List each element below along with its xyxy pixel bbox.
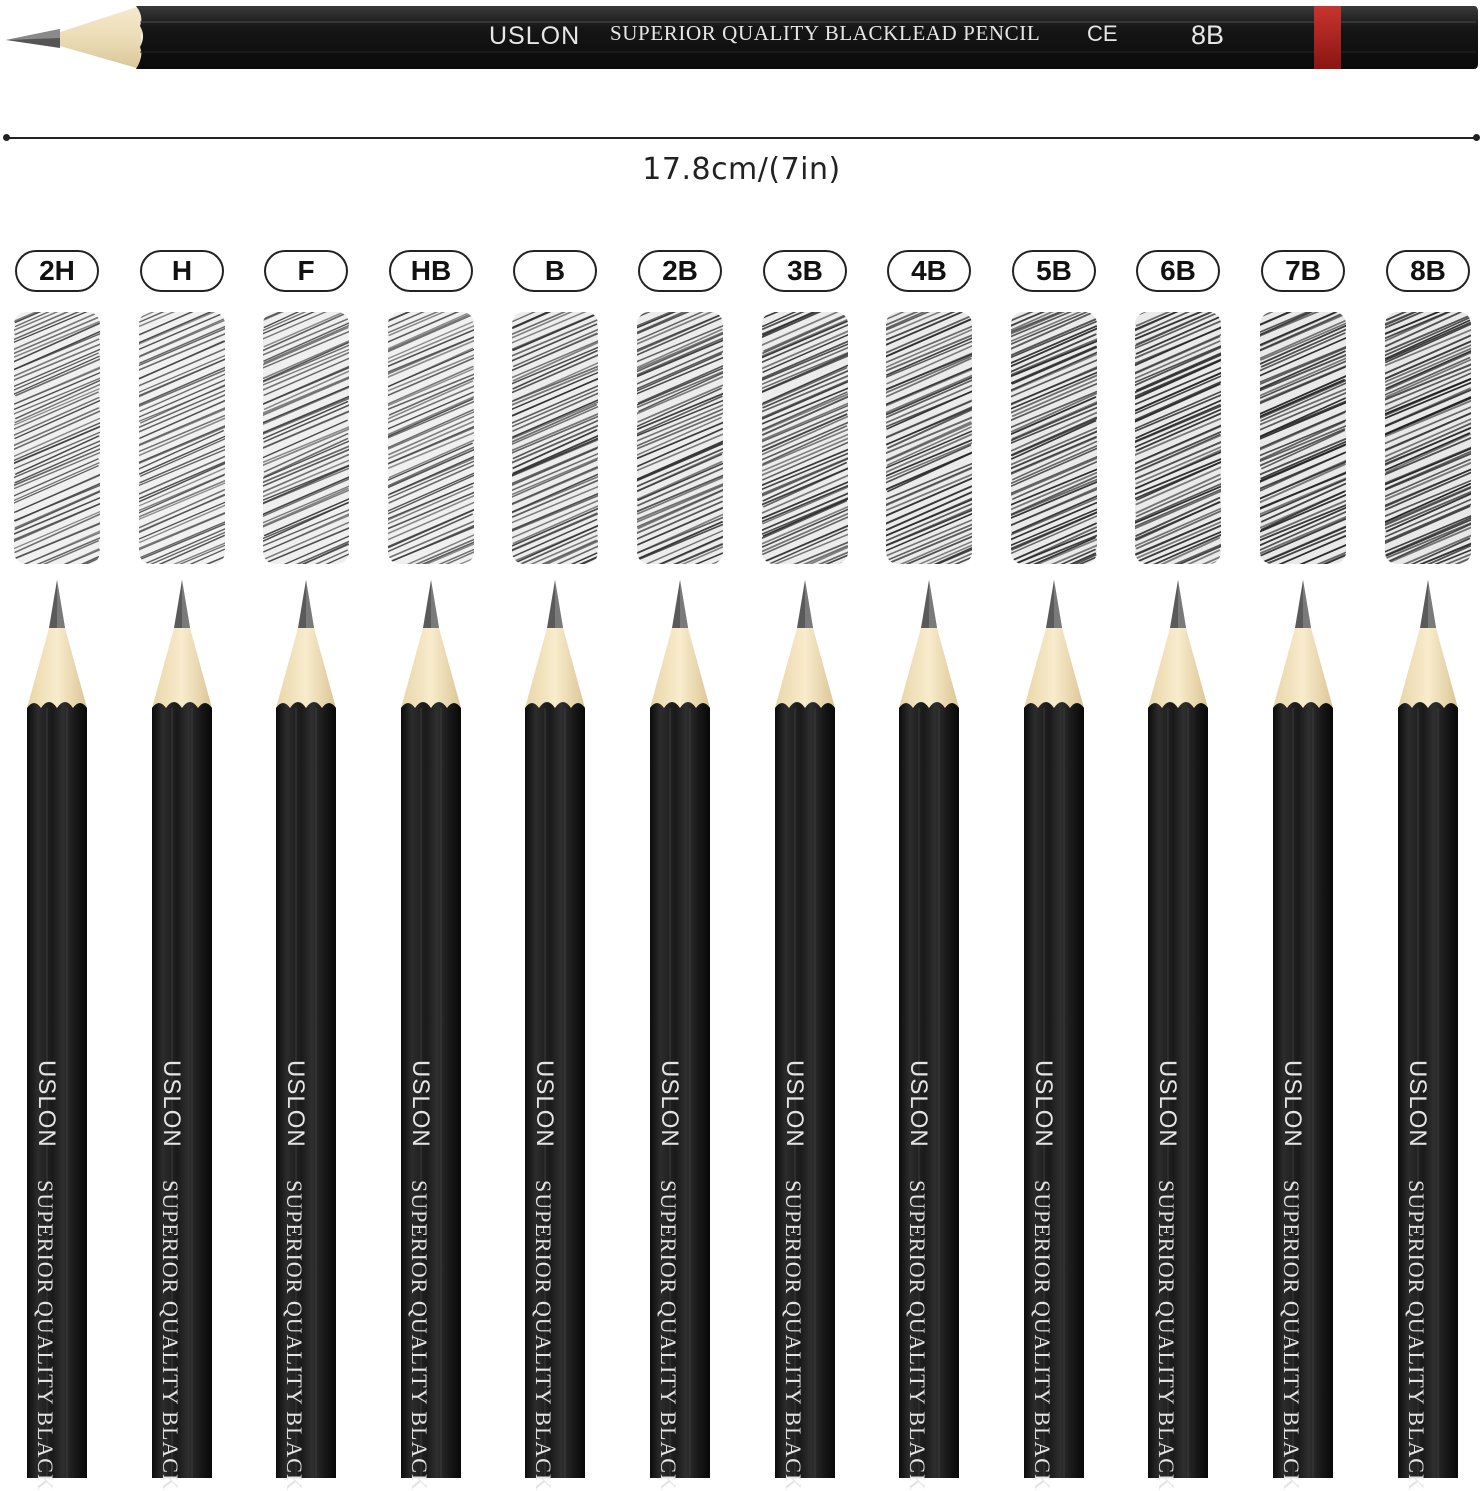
- top-pencil-brand: USLON: [489, 22, 580, 51]
- grade-label: 2H: [15, 250, 99, 292]
- pencil-slogan: SUPERIOR QUALITY BLACK: [281, 1180, 307, 1491]
- hatch-swatch: [1135, 312, 1221, 564]
- top-pencil: [0, 0, 1483, 80]
- pencil-slogan: SUPERIOR QUALITY BLACK: [1029, 1180, 1055, 1491]
- hatch-swatch: [1385, 312, 1471, 564]
- hatch-swatch: [388, 312, 474, 564]
- pencil-slogan: SUPERIOR QUALITY BLACK: [1153, 1180, 1179, 1491]
- dimension-end-left: [3, 134, 10, 141]
- grade-column-5b: [1010, 250, 1098, 1478]
- grade-column-7b: [1259, 250, 1347, 1478]
- pencil-brand: USLON: [32, 1060, 60, 1148]
- pencil-brand: USLON: [1403, 1060, 1431, 1148]
- length-dimension: [0, 128, 1483, 198]
- hatch-swatch: [1011, 312, 1097, 564]
- hatch-swatch: [1260, 312, 1346, 564]
- pencil-slogan: SUPERIOR QUALITY BLACK: [530, 1180, 556, 1491]
- pencil-brand: USLON: [406, 1060, 434, 1148]
- grade-column-b: [511, 250, 599, 1478]
- grade-label: 5B: [1012, 250, 1096, 292]
- grade-columns: [0, 250, 1483, 1478]
- grade-column-h: [138, 250, 226, 1478]
- pencil-brand: USLON: [904, 1060, 932, 1148]
- grade-label: 8B: [1386, 250, 1470, 292]
- grade-label: 2B: [638, 250, 722, 292]
- grade-label: F: [264, 250, 348, 292]
- grade-label: 3B: [763, 250, 847, 292]
- grade-label: 7B: [1261, 250, 1345, 292]
- pencil-brand: USLON: [655, 1060, 683, 1148]
- top-pencil-slogan: SUPERIOR QUALITY BLACKLEAD PENCIL: [610, 21, 1040, 46]
- hatch-swatch: [886, 312, 972, 564]
- dimension-line: [7, 137, 1476, 139]
- grade-column-hb: [387, 250, 475, 1478]
- pencil-brand: USLON: [530, 1060, 558, 1148]
- pencil-brand: USLON: [1278, 1060, 1306, 1148]
- grade-label: B: [513, 250, 597, 292]
- dimension-end-right: [1473, 134, 1480, 141]
- hatch-swatch: [512, 312, 598, 564]
- pencil-brand: USLON: [157, 1060, 185, 1148]
- hatch-swatch: [14, 312, 100, 564]
- top-pencil-band: [1314, 6, 1341, 69]
- pencil-brand: USLON: [1153, 1060, 1181, 1148]
- grade-label: HB: [389, 250, 473, 292]
- hatch-swatch: [637, 312, 723, 564]
- pencil-brand: USLON: [1029, 1060, 1057, 1148]
- pencil-slogan: SUPERIOR QUALITY BLACK: [406, 1180, 432, 1491]
- grade-column-4b: [885, 250, 973, 1478]
- grade-column-f: [262, 250, 350, 1478]
- pencil-slogan: SUPERIOR QUALITY BLACK: [1278, 1180, 1304, 1491]
- pencil-slogan: SUPERIOR QUALITY BLACK: [157, 1180, 183, 1491]
- pencil-slogan: SUPERIOR QUALITY BLACK: [1403, 1180, 1429, 1491]
- top-pencil-wood: [60, 6, 142, 69]
- grade-label: 6B: [1136, 250, 1220, 292]
- pencil-slogan: SUPERIOR QUALITY BLACK: [32, 1180, 58, 1491]
- pencil-slogan: SUPERIOR QUALITY BLACK: [655, 1180, 681, 1491]
- dimension-label: 17.8cm/(7in): [0, 152, 1483, 187]
- hatch-swatch: [762, 312, 848, 564]
- grade-column-2b: [636, 250, 724, 1478]
- pencil-brand: USLON: [281, 1060, 309, 1148]
- hatch-swatch: [139, 312, 225, 564]
- grade-label: H: [140, 250, 224, 292]
- grade-label: 4B: [887, 250, 971, 292]
- grade-column-2h: [13, 250, 101, 1478]
- top-pencil-grade: 8B: [1191, 20, 1224, 51]
- grade-column-6b: [1134, 250, 1222, 1478]
- pencil-slogan: SUPERIOR QUALITY BLACK: [904, 1180, 930, 1491]
- top-pencil-ce-mark: CE: [1087, 21, 1118, 47]
- grade-column-3b: [761, 250, 849, 1478]
- hatch-swatch: [263, 312, 349, 564]
- pencil-slogan: SUPERIOR QUALITY BLACK: [780, 1180, 806, 1491]
- pencil-brand: USLON: [780, 1060, 808, 1148]
- grade-column-8b: [1384, 250, 1472, 1478]
